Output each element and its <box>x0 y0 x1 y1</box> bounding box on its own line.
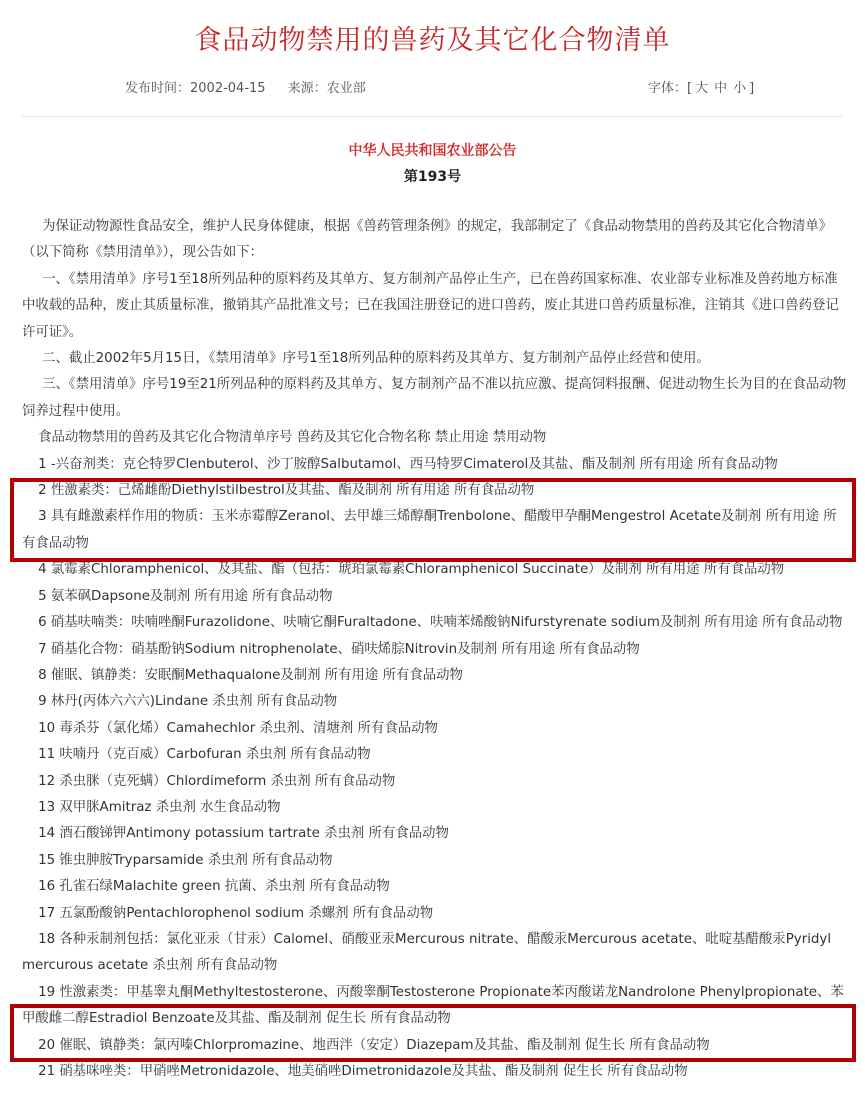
list-item: 3 具有雌激素样作用的物质：玉米赤霉醇Zeranol、去甲雄三烯醇酮Trenbolone、醋酸甲孕酮Mengestrol Acetate及制剂 所有用途 所有食品动物 <box>22 509 837 551</box>
list-item: 17 五氯酚酸钠Pentachlorophenol sodium 杀螺剂 所有食品动物 <box>38 905 434 921</box>
intro-paragraph: 为保证动物源性食品安全，维护人民身体健康，根据《兽药管理条例》的规定，我部制定了《食品动物禁用的兽药及其它化合物清单》（以下简称《禁用清单》），现公告如下： <box>22 219 833 261</box>
article-meta <box>125 77 384 96</box>
font-size-small-button[interactable]: 小 <box>733 81 747 96</box>
list-item: 21 硝基咪唑类：甲硝唑Metronidazole、地美硝唑Dimetronidazole及其盐、酯及制剂 促生长 所有食品动物 <box>38 1064 688 1079</box>
announcement-number: 第193号 <box>403 169 462 185</box>
list-item: 12 杀虫脒（克死螨）Chlordimeform 杀虫剂 所有食品动物 <box>38 773 396 789</box>
clause-paragraph: 二、截止2002年5月15日，《禁用清单》序号1至18所列品种的原料药及其单方、复方制剂产品停止经营和使用。 <box>42 351 710 367</box>
page-title: 食品动物禁用的兽药及其它化合物清单 <box>194 25 671 56</box>
list-item: 18 各种汞制剂包括：氯化亚汞（甘汞）Calomel、硝酸亚汞Mercurous nitrate、醋酸汞Mercurous acetate、吡啶基醋酸汞Pyridyl mercurous acetate 杀虫剂 所有食品动物 <box>22 931 832 974</box>
font-size-switcher <box>648 77 754 96</box>
source-label: 来源： <box>287 81 327 96</box>
font-size-label: 字体： <box>648 81 688 96</box>
publish-date <box>125 81 266 96</box>
list-item: 9 林丹(丙体六六六)Lindane 杀虫剂 所有食品动物 <box>38 694 338 710</box>
clause-paragraph: 三、《禁用清单》序号19至21所列品种的原料药及其单方、复方制剂产品不准以抗应激、提高饲料报酬、促进动物生长为目的在食品动物饲养过程中使用。 <box>22 377 847 419</box>
list-item: 6 硝基呋喃类：呋喃唑酮Furazolidone、呋喃它酮Furaltadone、呋喃苯烯酸钠Nifurstyrenate sodium及制剂 所有用途 所有食品动物 <box>38 615 843 631</box>
list-item: 13 双甲脒Amitraz 杀虫剂 水生食品动物 <box>38 799 281 815</box>
list-item: 20 催眠、镇静类：氯丙嗪Chlorpromazine、地西泮（安定）Diazepam及其盐、酯及制剂 促生长 所有食品动物 <box>38 1037 710 1053</box>
list-item: 5 氨苯砜Dapsone及制剂 所有用途 所有食品动物 <box>38 588 333 604</box>
list-item: 1 -兴奋剂类：克仑特罗Clenbuterol、沙丁胺醇Salbutamol、西马特罗Cimaterol及其盐、酯及制剂 所有用途 所有食品动物 <box>38 456 778 472</box>
publish-date-label: 发布时间： <box>125 81 191 96</box>
announcement-title: 中华人民共和国农业部公告 <box>348 143 517 159</box>
list-item: 15 锥虫胂胺Tryparsamide 杀虫剂 所有食品动物 <box>38 852 333 868</box>
font-size-large-button[interactable]: 大 <box>695 81 709 96</box>
publish-date-value: 2002-04-15 <box>190 81 266 96</box>
list-item: 10 毒杀芬（氯化烯）Camahechlor 杀虫剂、清塘剂 所有食品动物 <box>38 720 438 736</box>
header-divider <box>22 116 842 117</box>
list-header: 食品动物禁用的兽药及其它化合物清单序号 兽药及其它化合物名称 禁止用途 禁用动物 <box>38 430 547 446</box>
source <box>288 81 366 96</box>
list-item: 7 硝基化合物：硝基酚钠Sodium nitrophenolate、硝呋烯腙Nitrovin及制剂 所有用途 所有食品动物 <box>38 641 640 657</box>
source-value: 农业部 <box>326 81 366 96</box>
list-item: 16 孔雀石绿Malachite green 抗菌、杀虫剂 所有食品动物 <box>38 879 390 895</box>
font-size-medium-button[interactable]: 中 <box>714 81 728 96</box>
article-body <box>22 214 848 1085</box>
font-size-bracket-open: [ <box>687 81 693 96</box>
clause-paragraph: 一、《禁用清单》序号1至18所列品种的原料药及其单方、复方制剂产品停止生产，已在兽药国家标准、农业部专业标准及兽药地方标准中收载的品种，废止其质量标准，撤销其产品批准文号；已在我国注册登记的进口兽药，废止其进口兽药质量标准，注销其《进口兽药登记许可证》。 <box>22 271 839 340</box>
list-item: 8 催眠、镇静类：安眠酮Methaqualone及制剂 所有用途 所有食品动物 <box>38 667 463 683</box>
list-item: 14 酒石酸锑钾Antimony potassium tartrate 杀虫剂 所有食品动物 <box>38 826 449 842</box>
font-size-bracket-close: ] <box>749 81 755 96</box>
list-item: 4 氯霉素Chloramphenicol、及其盐、酯（包括：琥珀氯霉素Chloramphenicol Succinate）及制剂 所有用途 所有食品动物 <box>38 562 785 578</box>
list-item: 19 性激素类：甲基睾丸酮Methyltestosterone、丙酸睾酮Testosterone Propionate苯丙酸诺龙Nandrolone Phenylpropionate、苯甲酸雌二醇Estradiol Benzoate及其盐、酯及制剂 促生长 所有食品动物 <box>22 984 844 1027</box>
list-item: 2 性激素类：己烯雌酚Diethylstilbestrol及其盐、酯及制剂 所有用途 所有食品动物 <box>38 483 535 499</box>
list-item: 11 呋喃丹（克百威）Carbofuran 杀虫剂 所有食品动物 <box>38 747 371 763</box>
